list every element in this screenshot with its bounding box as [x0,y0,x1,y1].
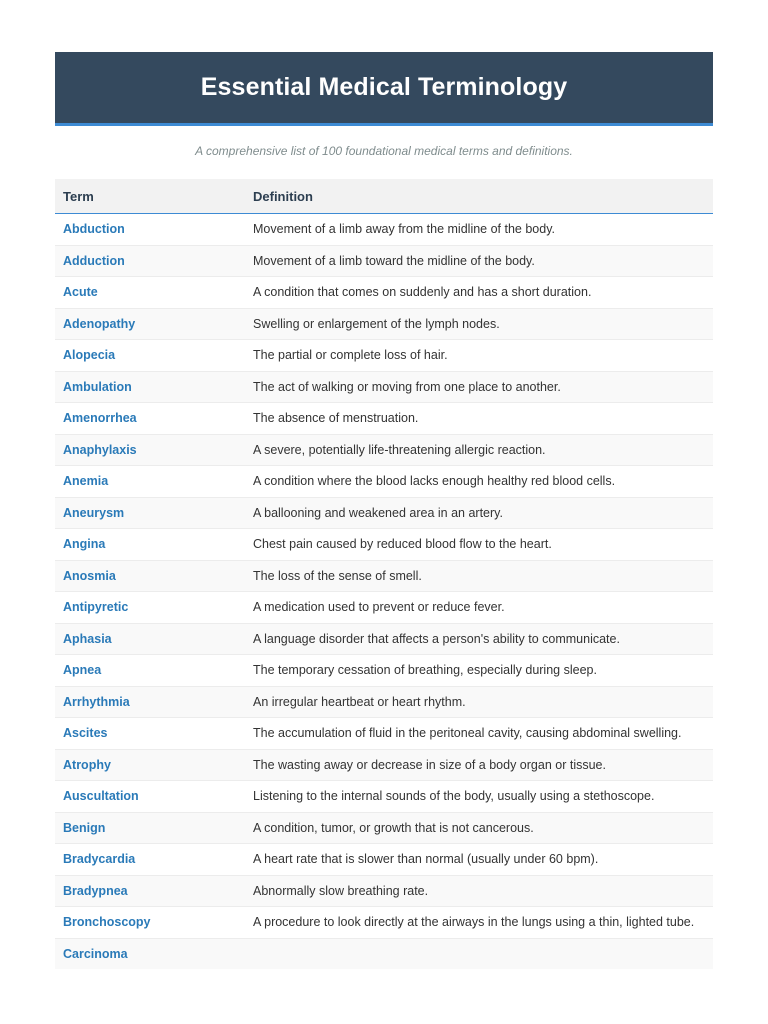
term-cell: Antipyretic [55,592,253,624]
table-header [55,179,713,214]
term-cell: Ambulation [55,371,253,403]
term-cell: Angina [55,529,253,561]
definition-cell: A language disorder that affects a person's ability to communicate. [253,623,713,655]
definition-cell: A condition that comes on suddenly and has a short duration. [253,277,713,309]
definition-cell: A procedure to look directly at the airways in the lungs using a thin, lighted tube. [253,907,713,939]
definition-cell: The act of walking or moving from one place to another. [253,371,713,403]
table-row [55,340,713,372]
table-row [55,781,713,813]
definition-cell: Movement of a limb away from the midline of the body. [253,214,713,246]
table-row [55,655,713,687]
table-row [55,560,713,592]
term-cell: Ascites [55,718,253,750]
table-row [55,371,713,403]
definition-cell: A condition where the blood lacks enough healthy red blood cells. [253,466,713,498]
term-cell: Abduction [55,214,253,246]
column-header-term: Term [55,179,253,214]
term-cell: Benign [55,812,253,844]
term-cell: Acute [55,277,253,309]
table-row [55,907,713,939]
definition-cell: The accumulation of fluid in the peritoneal cavity, causing abdominal swelling. [253,718,713,750]
term-cell: Aphasia [55,623,253,655]
table-row [55,686,713,718]
table-body [55,214,713,970]
terminology-table [55,179,713,969]
term-cell: Carcinoma [55,938,253,969]
term-cell: Bronchoscopy [55,907,253,939]
term-cell: Auscultation [55,781,253,813]
definition-cell: The loss of the sense of smell. [253,560,713,592]
definition-cell: A severe, potentially life-threatening allergic reaction. [253,434,713,466]
term-cell: Adduction [55,245,253,277]
table-row [55,749,713,781]
table-row [55,718,713,750]
table-row [55,434,713,466]
definition-cell: The temporary cessation of breathing, especially during sleep. [253,655,713,687]
page-title: Essential Medical Terminology [200,73,568,101]
table-row [55,277,713,309]
definition-cell: Swelling or enlargement of the lymph nodes. [253,308,713,340]
table-row [55,403,713,435]
table-row [55,623,713,655]
table-header-row [55,179,713,214]
term-cell: Amenorrhea [55,403,253,435]
table-row [55,592,713,624]
definition-cell: The wasting away or decrease in size of a body organ or tissue. [253,749,713,781]
page-header [55,52,713,126]
table-row [55,466,713,498]
definition-cell: A medication used to prevent or reduce fever. [253,592,713,624]
term-cell: Atrophy [55,749,253,781]
table-row [55,214,713,246]
definition-cell: Chest pain caused by reduced blood flow to the heart. [253,529,713,561]
table-row [55,497,713,529]
definition-cell: A heart rate that is slower than normal (usually under 60 bpm). [253,844,713,876]
column-header-definition: Definition [253,179,713,214]
table-row [55,529,713,561]
definition-cell: Listening to the internal sounds of the body, usually using a stethoscope. [253,781,713,813]
term-cell: Anemia [55,466,253,498]
term-cell: Adenopathy [55,308,253,340]
definition-cell: The partial or complete loss of hair. [253,340,713,372]
term-cell: Anaphylaxis [55,434,253,466]
definition-cell: A condition, tumor, or growth that is not cancerous. [253,812,713,844]
table-row [55,812,713,844]
term-cell: Bradypnea [55,875,253,907]
definition-cell [253,938,713,969]
term-cell: Alopecia [55,340,253,372]
term-cell: Apnea [55,655,253,687]
term-cell: Arrhythmia [55,686,253,718]
term-cell: Anosmia [55,560,253,592]
definition-cell: An irregular heartbeat or heart rhythm. [253,686,713,718]
table-row [55,308,713,340]
table-row [55,938,713,969]
page-subtitle: A comprehensive list of 100 foundational medical terms and definitions. [195,144,573,158]
table-row [55,875,713,907]
definition-cell: The absence of menstruation. [253,403,713,435]
term-cell: Bradycardia [55,844,253,876]
term-cell: Aneurysm [55,497,253,529]
table-row [55,245,713,277]
table-row [55,844,713,876]
definition-cell: A ballooning and weakened area in an artery. [253,497,713,529]
definition-cell: Movement of a limb toward the midline of the body. [253,245,713,277]
definition-cell: Abnormally slow breathing rate. [253,875,713,907]
